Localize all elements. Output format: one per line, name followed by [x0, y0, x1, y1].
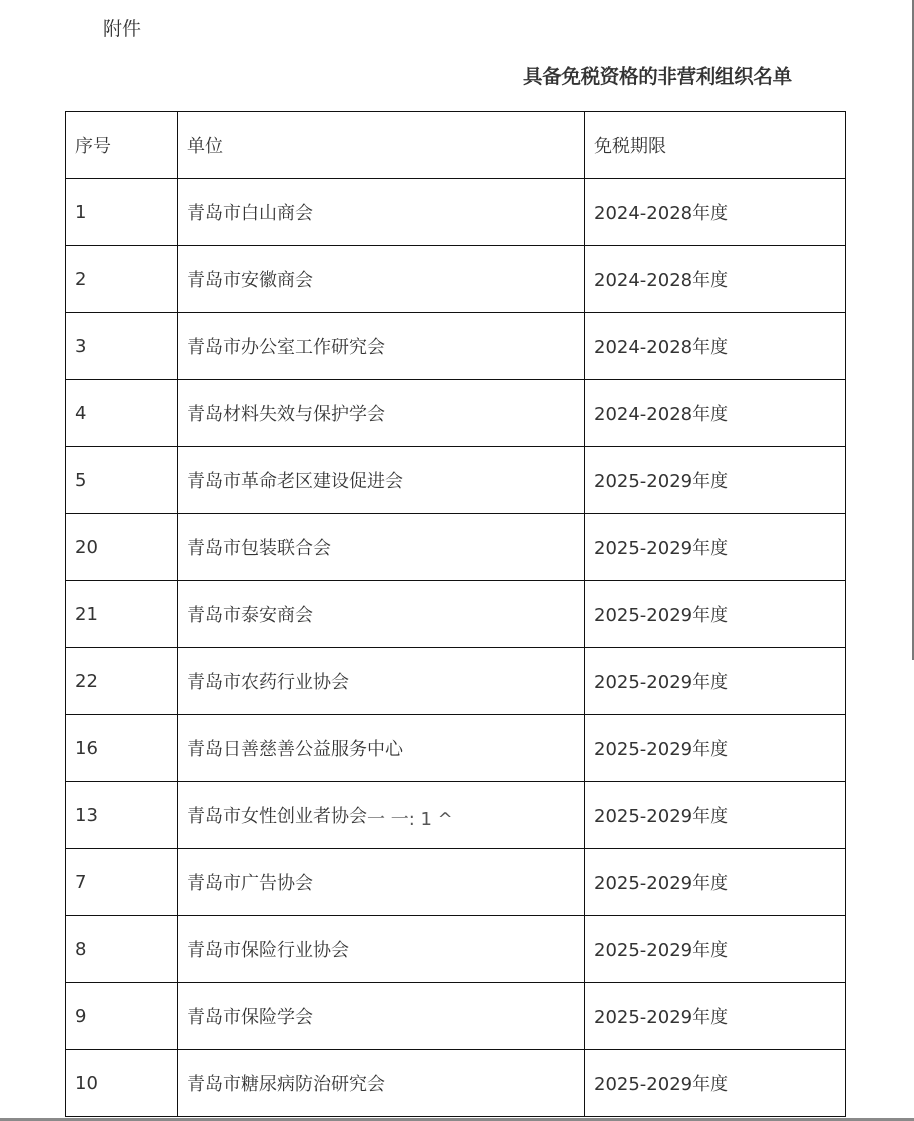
cell-period: 2025-2029年度	[585, 648, 846, 715]
header-unit: 单位	[178, 112, 585, 179]
cell-index: 4	[66, 380, 178, 447]
cell-unit: 青岛市广告协会	[178, 849, 585, 916]
header-period: 免税期限	[585, 112, 846, 179]
cell-period: 2025-2029年度	[585, 581, 846, 648]
cell-index: 2	[66, 246, 178, 313]
table-row	[66, 246, 846, 313]
cell-unit-clipped-fragment: 一 一: 1 ^	[367, 809, 453, 830]
cell-unit: 青岛市革命老区建设促进会	[178, 447, 585, 514]
cell-period: 2024-2028年度	[585, 246, 846, 313]
header-index: 序号	[66, 112, 178, 179]
cell-index: 1	[66, 179, 178, 246]
cell-period: 2025-2029年度	[585, 514, 846, 581]
cell-unit-main: 青岛市女性创业者协会	[187, 806, 367, 827]
table-header-row	[66, 112, 846, 179]
table-row	[66, 313, 846, 380]
document-title: 具备免税资格的非营利组织名单	[523, 65, 792, 88]
nonprofit-table	[65, 111, 846, 1117]
nonprofit-table-container	[65, 111, 846, 1117]
cell-index: 20	[66, 514, 178, 581]
table-row	[66, 514, 846, 581]
cell-unit: 青岛市包装联合会	[178, 514, 585, 581]
table-row	[66, 715, 846, 782]
table-row	[66, 179, 846, 246]
cell-period: 2025-2029年度	[585, 1050, 846, 1117]
cell-unit: 青岛市安徽商会	[178, 246, 585, 313]
cell-index: 21	[66, 581, 178, 648]
table-row	[66, 380, 846, 447]
cell-unit: 青岛市办公室工作研究会	[178, 313, 585, 380]
attachment-label: 附件	[103, 18, 142, 40]
cell-period: 2025-2029年度	[585, 849, 846, 916]
table-row	[66, 782, 846, 849]
cell-unit: 青岛市泰安商会	[178, 581, 585, 648]
cell-unit: 青岛市糖尿病防治研究会	[178, 1050, 585, 1117]
cell-index: 22	[66, 648, 178, 715]
table-row	[66, 648, 846, 715]
cell-index: 5	[66, 447, 178, 514]
cell-index: 10	[66, 1050, 178, 1117]
table-row	[66, 849, 846, 916]
table-row	[66, 983, 846, 1050]
cell-period: 2025-2029年度	[585, 715, 846, 782]
table-row	[66, 916, 846, 983]
cell-index: 13	[66, 782, 178, 849]
cell-unit: 青岛市白山商会	[178, 179, 585, 246]
cell-unit-text	[187, 802, 453, 828]
cell-period: 2025-2029年度	[585, 782, 846, 849]
cell-unit	[178, 782, 585, 849]
table-row	[66, 1050, 846, 1117]
cell-period: 2025-2029年度	[585, 983, 846, 1050]
cell-unit: 青岛日善慈善公益服务中心	[178, 715, 585, 782]
cell-index: 9	[66, 983, 178, 1050]
cell-unit: 青岛市保险学会	[178, 983, 585, 1050]
cell-period: 2024-2028年度	[585, 179, 846, 246]
cell-period: 2025-2029年度	[585, 916, 846, 983]
cell-unit: 青岛材料失效与保护学会	[178, 380, 585, 447]
table-row	[66, 447, 846, 514]
cell-index: 7	[66, 849, 178, 916]
cell-index: 8	[66, 916, 178, 983]
cell-unit: 青岛市农药行业协会	[178, 648, 585, 715]
cell-period: 2025-2029年度	[585, 447, 846, 514]
cell-unit: 青岛市保险行业协会	[178, 916, 585, 983]
cell-index: 3	[66, 313, 178, 380]
cell-period: 2024-2028年度	[585, 380, 846, 447]
cell-period: 2024-2028年度	[585, 313, 846, 380]
cell-index: 16	[66, 715, 178, 782]
table-row	[66, 581, 846, 648]
